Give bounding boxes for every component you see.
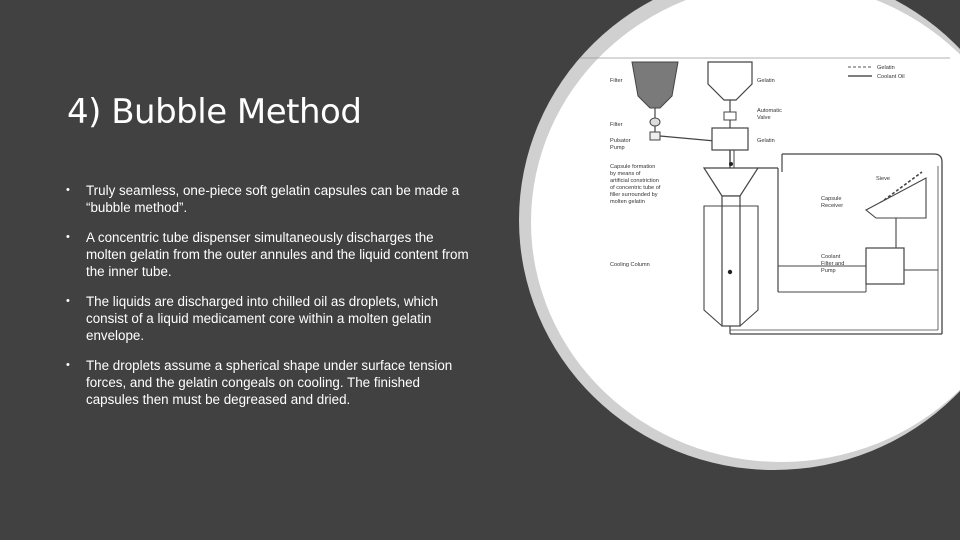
label-capsule-formation-line1: Capsule formation [610,164,656,170]
label-capsule-formation-line2: by means of [610,171,641,177]
label-capsule-formation-line5: filler surrounded by [610,192,658,198]
gelatin-reservoir [712,128,748,150]
label-coolant-filter-line1: Coolant [821,254,841,260]
capsule-receiver [866,178,926,218]
bullet-icon: • [66,184,70,196]
label-coolant-filter-line2: Filter and [821,261,845,267]
bullet-text: The droplets assume a spherical shape under surface tension forces, and the gelatin congeals on cooling. The finished capsules then must be degreased and dried. [86,358,453,407]
legend-gelatin: Gelatin [877,65,895,71]
legend-coolant-oil: Coolant Oil [877,74,905,80]
slide-title: 4) Bubble Method [67,92,362,132]
label-pulsator-pump-line1: Pulsator [610,138,631,144]
label-capsule-receiver-line1: Capsule [821,196,842,202]
label-capsule-formation-line3: artificial constriction [610,178,659,184]
label-automatic-valve-line2: Valve [757,115,771,121]
cooling-column-pipe [722,196,740,326]
capsule-droplet [729,162,733,166]
label-capsule-formation-line6: molten gelatin [610,199,645,205]
label-automatic-valve-line1: Automatic [757,108,782,114]
label-cooling-column: Cooling Column [610,262,650,268]
pulsator-pump [650,132,660,140]
coolant-filter-pump [866,248,904,284]
label-gelatin-top: Gelatin [757,78,775,84]
label-gelatin-mid: Gelatin [757,138,775,144]
bullet-text: A concentric tube dispenser simultaneously discharges the molten gelatin from the outer annules and the liquid content from the inner tube. [86,230,469,279]
gelatin-hopper [708,62,752,100]
automatic-valve [724,112,736,120]
bullet-icon: • [66,295,70,307]
capsule-formation-cone [704,168,758,196]
label-filter: Filter [610,122,623,128]
label-sieve: Sieve [876,176,890,182]
label-capsule-receiver-line2: Receiver [821,203,844,209]
bullet-icon: • [66,231,70,243]
bullet-icon: • [66,359,70,371]
label-pulsator-pump-line2: Pump [610,145,625,151]
bullet-text: Truly seamless, one-piece soft gelatin capsules can be made a “bubble method”. [86,183,460,215]
label-coolant-filter-line3: Pump [821,268,836,274]
capsule-droplet [728,270,732,274]
filter-funnel [632,62,678,108]
bullet-text: The liquids are discharged into chilled oil as droplets, which consist of a liquid medicament core within a molten gelatin envelope. [86,294,439,343]
label-capsule-formation-line4: of concentric tube of [610,185,661,191]
filter-element [650,118,660,126]
label-filter-top: Filter [610,78,623,84]
